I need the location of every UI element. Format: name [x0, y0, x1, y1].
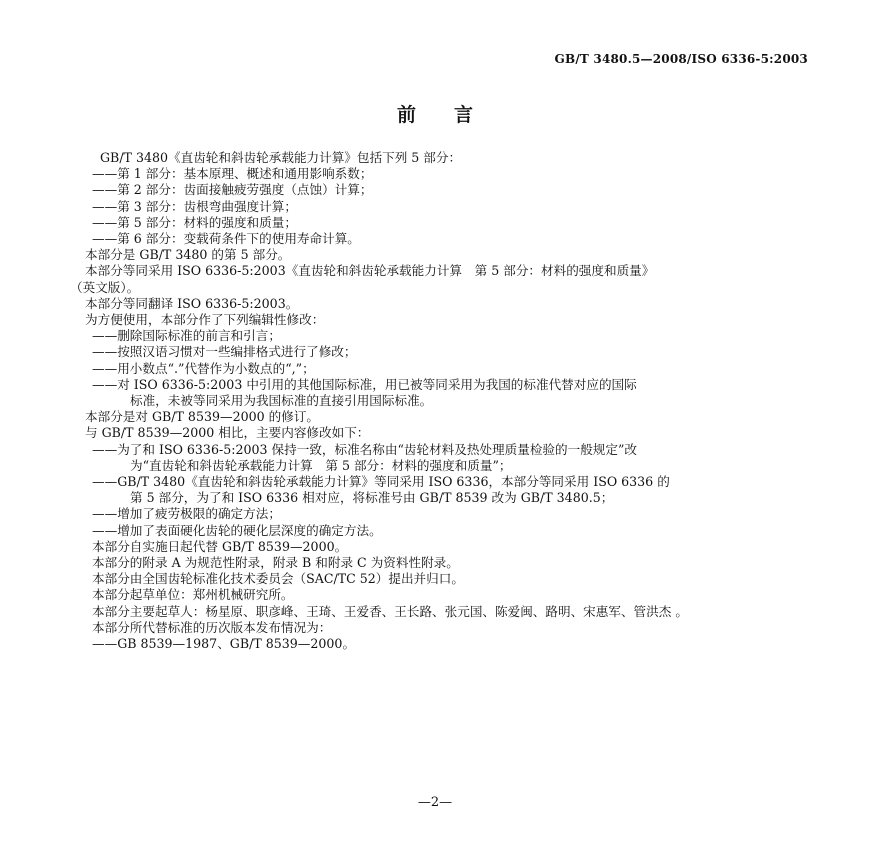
standard-number: GB/T 3480.5—2008/ISO 6336-5:2003	[554, 52, 808, 66]
paragraph-line: 本部分等同采用 ISO 6336-5:2003《直齿轮和斜齿轮承载能力计算 第 5 部分：材料的强度和质量》	[85, 263, 655, 279]
foreword-body	[70, 150, 810, 652]
paragraph-line: 本部分自实施日起代替 GB/T 8539—2000。	[92, 538, 348, 554]
list-item-continuation: 标准，未被等同采用为我国标准的直接引用国际标准。	[130, 393, 433, 409]
page-number: —2—	[417, 795, 453, 810]
paragraph-line: 本部分所代替标准的历次版本发布情况为：	[92, 619, 332, 635]
paragraph-line: 本部分由全国齿轮标准化技术委员会（SAC/TC 52）提出并归口。	[92, 571, 464, 587]
list-item: ——第 3 部分：齿根弯曲强度计算；	[92, 198, 297, 214]
list-item: ——第 5 部分：材料的强度和质量；	[92, 214, 297, 230]
list-item: ——对 ISO 6336-5:2003 中引用的其他国际标准，用已被等同采用为我国的标准代替对应的国际	[92, 376, 637, 392]
list-item: ——删除国际标准的前言和引言；	[92, 328, 281, 344]
paragraph-line: 本部分等同翻译 ISO 6336-5:2003。	[85, 295, 299, 311]
paragraph-line: 本部分是对 GB/T 8539—2000 的修订。	[85, 409, 320, 425]
list-item: ——按照汉语习惯对一些编排格式进行了修改；	[92, 344, 357, 360]
paragraph-line: 本部分主要起草人：杨星原、职彦峰、王琦、王爱香、王长路、张元国、陈爱闽、路明、宋惠军、管洪杰 。	[92, 603, 688, 619]
paragraph-line: 为方便使用，本部分作了下列编辑性修改：	[85, 312, 325, 328]
paragraph-line: （英文版）。	[70, 279, 140, 295]
paragraph-line: 与 GB/T 8539—2000 相比，主要内容修改如下：	[85, 425, 370, 441]
list-item: ——增加了表面硬化齿轮的硬化层深度的确定方法。	[92, 522, 382, 538]
list-item-continuation: 为“直齿轮和斜齿轮承载能力计算 第 5 部分：材料的强度和质量”；	[130, 457, 512, 473]
list-item: ——第 2 部分：齿面接触疲劳强度（点蚀）计算；	[92, 182, 373, 198]
list-item: ——第 1 部分：基本原理、概述和通用影响系数；	[92, 166, 373, 182]
paragraph-line: 本部分起草单位：郑州机械研究所。	[92, 587, 294, 603]
paragraph-line: 本部分的附录 A 为规范性附录，附录 B 和附录 C 为资料性附录。	[92, 555, 459, 571]
list-item: ——第 6 部分：变载荷条件下的使用寿命计算。	[92, 231, 360, 247]
list-item: ——用小数点“.”代替作为小数点的“,”；	[92, 360, 315, 376]
paragraph-line: GB/T 3480《直齿轮和斜齿轮承载能力计算》包括下列 5 部分：	[100, 150, 462, 165]
list-item: ——增加了疲劳极限的确定方法；	[92, 506, 281, 522]
list-item: ——为了和 ISO 6336-5:2003 保持一致，标准名称由“齿轮材料及热处理质量检验的一般规定”改	[92, 441, 638, 457]
paragraph-line: 本部分是 GB/T 3480 的第 5 部分。	[85, 247, 291, 263]
list-item: ——GB/T 3480《直齿轮和斜齿轮承载能力计算》等同采用 ISO 6336，本部分等同采用 ISO 6336 的	[92, 474, 670, 490]
list-item: ——GB 8539—1987、GB/T 8539—2000。	[92, 636, 356, 652]
page-title: 前言	[396, 104, 511, 126]
list-item-continuation: 第 5 部分，为了和 ISO 6336 相对应，将标准号由 GB/T 8539 改为 GB/T 3480.5；	[130, 490, 614, 506]
